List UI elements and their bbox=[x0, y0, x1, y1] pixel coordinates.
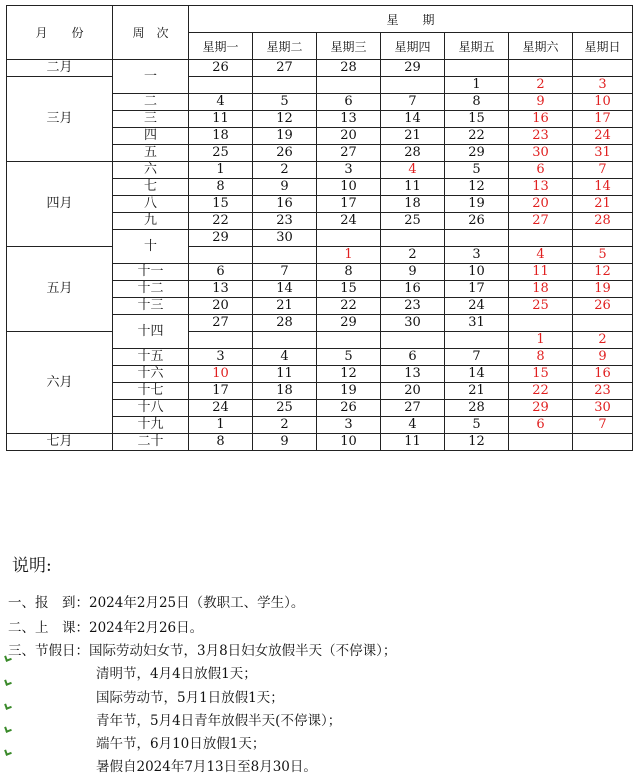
date-cell: 23 bbox=[509, 128, 573, 145]
date-cell: 30 bbox=[253, 230, 317, 247]
week-cell: 十 bbox=[113, 230, 189, 264]
week-cell: 十一 bbox=[113, 264, 189, 281]
date-cell: 14 bbox=[573, 179, 633, 196]
date-cell: 10 bbox=[445, 264, 509, 281]
header-day-7: 星期日 bbox=[573, 33, 633, 60]
date-cell: 24 bbox=[189, 400, 253, 417]
date-cell: 6 bbox=[317, 94, 381, 111]
table-row bbox=[7, 162, 633, 179]
date-cell: 27 bbox=[381, 400, 445, 417]
note-line-8: 暑假自2024年7月13日至8月30日。 bbox=[96, 759, 317, 775]
date-cell bbox=[317, 230, 381, 247]
date-cell: 16 bbox=[573, 366, 633, 383]
notes-title: 说明: bbox=[12, 556, 52, 576]
date-cell: 8 bbox=[189, 434, 253, 451]
table-row bbox=[7, 247, 633, 264]
date-cell: 18 bbox=[381, 196, 445, 213]
note-line-3: 三、节假日：国际劳动妇女节，3月8日妇女放假半天（不停课）； bbox=[8, 643, 397, 659]
date-cell: 28 bbox=[445, 400, 509, 417]
check-mark-icon bbox=[4, 678, 12, 686]
header-day-4: 星期四 bbox=[381, 33, 445, 60]
date-cell: 22 bbox=[509, 383, 573, 400]
date-cell: 22 bbox=[445, 128, 509, 145]
header-day-5: 星期五 bbox=[445, 33, 509, 60]
date-cell: 24 bbox=[317, 213, 381, 230]
date-cell: 14 bbox=[381, 111, 445, 128]
month-cell: 六月 bbox=[7, 332, 113, 434]
date-cell bbox=[509, 230, 573, 247]
date-cell: 23 bbox=[573, 383, 633, 400]
date-cell: 15 bbox=[317, 281, 381, 298]
week-cell: 十八 bbox=[113, 400, 189, 417]
date-cell: 5 bbox=[317, 349, 381, 366]
date-cell bbox=[253, 77, 317, 94]
date-cell: 17 bbox=[445, 281, 509, 298]
date-cell: 9 bbox=[509, 94, 573, 111]
date-cell: 4 bbox=[381, 162, 445, 179]
date-cell: 5 bbox=[445, 417, 509, 434]
week-cell: 六 bbox=[113, 162, 189, 179]
date-cell: 20 bbox=[189, 298, 253, 315]
date-cell bbox=[381, 332, 445, 349]
date-cell: 17 bbox=[189, 383, 253, 400]
month-cell: 四月 bbox=[7, 162, 113, 247]
date-cell: 21 bbox=[445, 383, 509, 400]
date-cell: 21 bbox=[381, 128, 445, 145]
header-day-3: 星期三 bbox=[317, 33, 381, 60]
date-cell: 15 bbox=[509, 366, 573, 383]
date-cell: 8 bbox=[509, 349, 573, 366]
date-cell: 6 bbox=[189, 264, 253, 281]
date-cell: 28 bbox=[253, 315, 317, 332]
date-cell: 28 bbox=[381, 145, 445, 162]
date-cell: 9 bbox=[253, 179, 317, 196]
date-cell: 26 bbox=[445, 213, 509, 230]
date-cell: 29 bbox=[189, 230, 253, 247]
week-cell: 十九 bbox=[113, 417, 189, 434]
date-cell: 22 bbox=[317, 298, 381, 315]
date-cell: 16 bbox=[253, 196, 317, 213]
date-cell: 30 bbox=[573, 400, 633, 417]
date-cell: 1 bbox=[509, 332, 573, 349]
month-cell: 二月 bbox=[7, 60, 113, 77]
date-cell: 3 bbox=[445, 247, 509, 264]
date-cell: 8 bbox=[189, 179, 253, 196]
date-cell: 13 bbox=[189, 281, 253, 298]
date-cell: 2 bbox=[253, 417, 317, 434]
calendar-table bbox=[6, 5, 633, 451]
date-cell: 1 bbox=[445, 77, 509, 94]
month-cell: 五月 bbox=[7, 247, 113, 332]
date-cell bbox=[317, 332, 381, 349]
date-cell bbox=[317, 77, 381, 94]
date-cell: 8 bbox=[317, 264, 381, 281]
date-cell: 4 bbox=[253, 349, 317, 366]
date-cell bbox=[573, 60, 633, 77]
date-cell: 18 bbox=[189, 128, 253, 145]
date-cell: 6 bbox=[509, 162, 573, 179]
date-cell: 9 bbox=[253, 434, 317, 451]
date-cell: 1 bbox=[317, 247, 381, 264]
date-cell: 24 bbox=[445, 298, 509, 315]
date-cell: 12 bbox=[445, 434, 509, 451]
date-cell: 26 bbox=[317, 400, 381, 417]
date-cell: 25 bbox=[509, 298, 573, 315]
date-cell: 17 bbox=[573, 111, 633, 128]
date-cell bbox=[381, 230, 445, 247]
date-cell bbox=[381, 77, 445, 94]
header-day-6: 星期六 bbox=[509, 33, 573, 60]
date-cell: 30 bbox=[509, 145, 573, 162]
date-cell: 29 bbox=[509, 400, 573, 417]
date-cell bbox=[445, 230, 509, 247]
date-cell: 7 bbox=[445, 349, 509, 366]
table-row bbox=[7, 60, 633, 77]
week-cell: 二 bbox=[113, 94, 189, 111]
date-cell: 23 bbox=[381, 298, 445, 315]
date-cell: 20 bbox=[381, 383, 445, 400]
date-cell: 20 bbox=[509, 196, 573, 213]
check-mark-icon bbox=[4, 748, 12, 756]
date-cell: 10 bbox=[317, 179, 381, 196]
date-cell bbox=[445, 60, 509, 77]
date-cell: 29 bbox=[317, 315, 381, 332]
date-cell: 16 bbox=[509, 111, 573, 128]
date-cell: 2 bbox=[381, 247, 445, 264]
date-cell bbox=[509, 60, 573, 77]
date-cell: 31 bbox=[445, 315, 509, 332]
date-cell: 6 bbox=[381, 349, 445, 366]
date-cell: 3 bbox=[317, 417, 381, 434]
week-cell: 八 bbox=[113, 196, 189, 213]
date-cell: 7 bbox=[253, 264, 317, 281]
date-cell: 27 bbox=[317, 145, 381, 162]
date-cell bbox=[573, 230, 633, 247]
date-cell: 9 bbox=[573, 349, 633, 366]
date-cell: 10 bbox=[189, 366, 253, 383]
note-line-2: 二、上 课：2024年2月26日。 bbox=[8, 620, 204, 636]
date-cell: 22 bbox=[189, 213, 253, 230]
week-cell: 十二 bbox=[113, 281, 189, 298]
table-row bbox=[7, 434, 633, 451]
date-cell: 7 bbox=[573, 162, 633, 179]
date-cell: 18 bbox=[253, 383, 317, 400]
date-cell: 24 bbox=[573, 128, 633, 145]
date-cell bbox=[573, 315, 633, 332]
header-day-1: 星期一 bbox=[189, 33, 253, 60]
note-line-5: 国际劳动节，5月1日放假1天； bbox=[96, 690, 284, 706]
date-cell: 2 bbox=[509, 77, 573, 94]
table-row bbox=[7, 77, 633, 94]
date-cell: 2 bbox=[253, 162, 317, 179]
date-cell: 18 bbox=[509, 281, 573, 298]
date-cell: 15 bbox=[189, 196, 253, 213]
note-line-1: 一、报 到：2024年2月25日（教职工、学生）。 bbox=[8, 595, 305, 611]
date-cell: 12 bbox=[445, 179, 509, 196]
date-cell: 11 bbox=[253, 366, 317, 383]
note-line-4: 清明节，4月4日放假1天； bbox=[96, 666, 257, 682]
date-cell: 15 bbox=[445, 111, 509, 128]
date-cell: 1 bbox=[189, 162, 253, 179]
week-cell: 十三 bbox=[113, 298, 189, 315]
date-cell: 11 bbox=[381, 179, 445, 196]
month-cell: 三月 bbox=[7, 77, 113, 162]
date-cell: 19 bbox=[317, 383, 381, 400]
date-cell: 5 bbox=[573, 247, 633, 264]
date-cell: 26 bbox=[189, 60, 253, 77]
date-cell bbox=[509, 315, 573, 332]
week-cell: 十七 bbox=[113, 383, 189, 400]
date-cell: 16 bbox=[381, 281, 445, 298]
date-cell: 21 bbox=[253, 298, 317, 315]
date-cell bbox=[189, 77, 253, 94]
date-cell: 12 bbox=[317, 366, 381, 383]
date-cell: 19 bbox=[253, 128, 317, 145]
table-row bbox=[7, 332, 633, 349]
date-cell: 12 bbox=[573, 264, 633, 281]
date-cell: 27 bbox=[509, 213, 573, 230]
date-cell: 10 bbox=[573, 94, 633, 111]
date-cell: 27 bbox=[189, 315, 253, 332]
date-cell: 25 bbox=[381, 213, 445, 230]
date-cell: 26 bbox=[573, 298, 633, 315]
week-cell: 三 bbox=[113, 111, 189, 128]
date-cell: 6 bbox=[509, 417, 573, 434]
week-cell: 十五 bbox=[113, 349, 189, 366]
week-cell: 五 bbox=[113, 145, 189, 162]
date-cell bbox=[189, 247, 253, 264]
date-cell: 5 bbox=[253, 94, 317, 111]
date-cell: 10 bbox=[317, 434, 381, 451]
date-cell: 13 bbox=[317, 111, 381, 128]
date-cell: 7 bbox=[381, 94, 445, 111]
week-cell: 十六 bbox=[113, 366, 189, 383]
header-month: 月 份 bbox=[7, 6, 113, 60]
date-cell: 11 bbox=[381, 434, 445, 451]
date-cell: 31 bbox=[573, 145, 633, 162]
date-cell: 30 bbox=[381, 315, 445, 332]
date-cell: 12 bbox=[253, 111, 317, 128]
date-cell: 5 bbox=[445, 162, 509, 179]
date-cell: 3 bbox=[317, 162, 381, 179]
date-cell bbox=[253, 332, 317, 349]
date-cell: 4 bbox=[509, 247, 573, 264]
date-cell bbox=[509, 434, 573, 451]
date-cell: 26 bbox=[253, 145, 317, 162]
date-cell: 29 bbox=[445, 145, 509, 162]
date-cell: 4 bbox=[381, 417, 445, 434]
date-cell: 13 bbox=[381, 366, 445, 383]
note-line-7: 端午节，6月10日放假1天； bbox=[96, 736, 266, 752]
check-mark-icon bbox=[4, 725, 12, 733]
date-cell: 11 bbox=[509, 264, 573, 281]
week-cell: 二十 bbox=[113, 434, 189, 451]
header-weekday-group: 星 期 bbox=[189, 6, 633, 33]
date-cell: 29 bbox=[381, 60, 445, 77]
date-cell: 11 bbox=[189, 111, 253, 128]
date-cell: 3 bbox=[189, 349, 253, 366]
check-mark-icon bbox=[4, 702, 12, 710]
date-cell: 14 bbox=[253, 281, 317, 298]
week-cell: 十四 bbox=[113, 315, 189, 349]
note-line-6: 青年节，5月4日青年放假半天(不停课）； bbox=[96, 713, 342, 729]
date-cell: 3 bbox=[573, 77, 633, 94]
date-cell: 20 bbox=[317, 128, 381, 145]
date-cell: 19 bbox=[573, 281, 633, 298]
date-cell: 28 bbox=[573, 213, 633, 230]
date-cell: 17 bbox=[317, 196, 381, 213]
date-cell: 23 bbox=[253, 213, 317, 230]
date-cell bbox=[189, 332, 253, 349]
date-cell: 8 bbox=[445, 94, 509, 111]
date-cell: 21 bbox=[573, 196, 633, 213]
date-cell: 1 bbox=[189, 417, 253, 434]
week-cell: 四 bbox=[113, 128, 189, 145]
date-cell: 9 bbox=[381, 264, 445, 281]
header-day-2: 星期二 bbox=[253, 33, 317, 60]
date-cell: 28 bbox=[317, 60, 381, 77]
date-cell: 25 bbox=[189, 145, 253, 162]
header-week: 周 次 bbox=[113, 6, 189, 60]
date-cell: 25 bbox=[253, 400, 317, 417]
week-cell: 一 bbox=[113, 60, 189, 94]
week-cell: 九 bbox=[113, 213, 189, 230]
date-cell bbox=[573, 434, 633, 451]
date-cell bbox=[253, 247, 317, 264]
date-cell: 27 bbox=[253, 60, 317, 77]
date-cell: 7 bbox=[573, 417, 633, 434]
week-cell: 七 bbox=[113, 179, 189, 196]
month-cell: 七月 bbox=[7, 434, 113, 451]
date-cell: 2 bbox=[573, 332, 633, 349]
date-cell: 13 bbox=[509, 179, 573, 196]
date-cell: 4 bbox=[189, 94, 253, 111]
date-cell: 19 bbox=[445, 196, 509, 213]
date-cell: 14 bbox=[445, 366, 509, 383]
date-cell bbox=[445, 332, 509, 349]
